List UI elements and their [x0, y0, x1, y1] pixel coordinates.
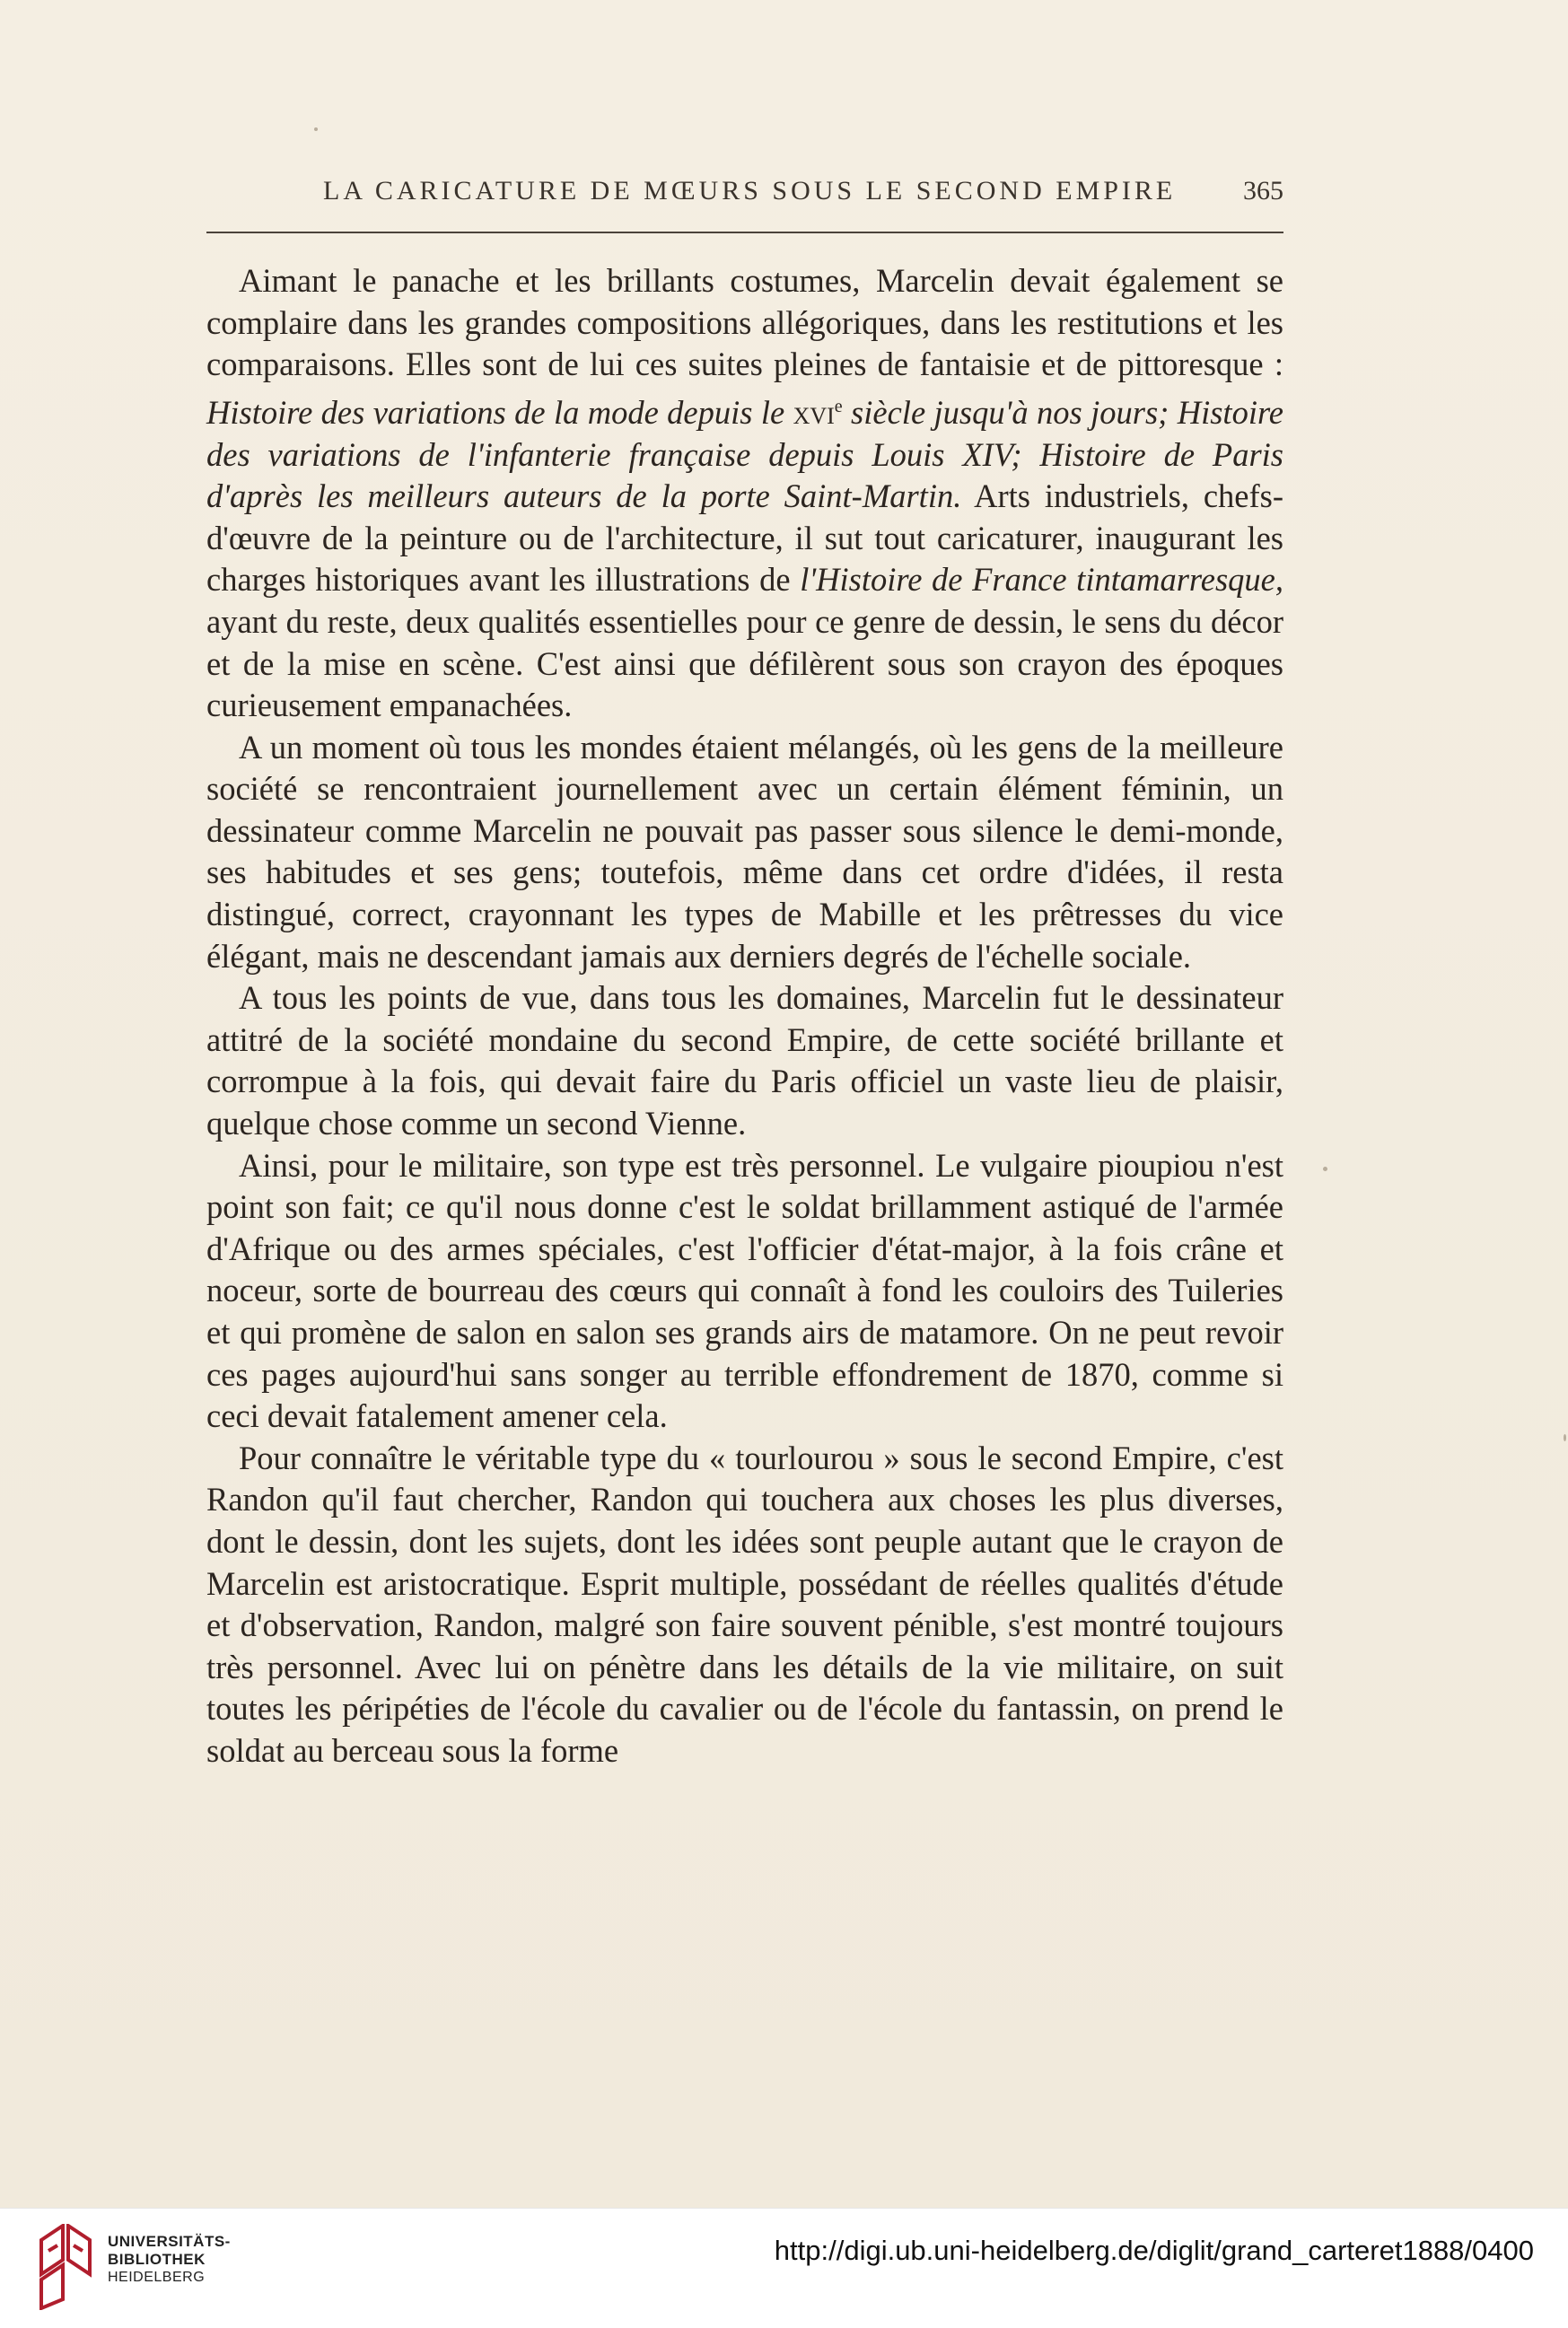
- running-title: LA CARICATURE DE MŒURS SOUS LE SECOND EMPIRE: [323, 176, 1177, 206]
- running-head: [206, 176, 1283, 217]
- paragraph-2: A un moment où tous les mondes étaient mélangés, où les gens de la meilleure société se rencontraient journellement avec un certain élément féminin, un dessinateur comme Marcelin ne pouvait pas passer sous silence le demi-monde, ses habitudes et ses gens; toutefois, même dans cet ordre d'idées, il resta distingué, correct, crayonnant les types de Mabille et les prêtresses du vice élégant, mais ne descendant jamais aux derniers degrés de l'échelle sociale.: [206, 728, 1283, 975]
- footer-bar: [0, 2208, 1568, 2328]
- heidelberg-library-logo-icon: [36, 2224, 99, 2310]
- paragraph-3: A tous les points de vue, dans tous les domaines, Marcelin fut le dessinateur attitré de la société mondaine du second Empire, de cette société brillante et corrompue à la fois, qui devait faire du Paris officiel un vaste lieu de plaisir, quelque chose comme un second Vienne.: [206, 979, 1283, 1142]
- scan-speck: [1564, 1434, 1566, 1441]
- page-number: 365: [1243, 176, 1283, 206]
- paragraph-5: Pour connaître le véritable type du « tourlourou » sous le second Empire, c'est Randon qu'il faut chercher, Randon qui touchera aux choses les plus diverses, dont le dessin, dont les sujets, dont les idées sont peuple autant que le crayon de Marcelin est aristocratique. Esprit multiple, possédant de réelles qualités d'étude et d'observation, Randon, malgré son faire souvent pénible, s'est montré toujours très personnel. Avec lui on pénètre dans les détails de la vie militaire, on suit toutes les péripéties de l'école du cavalier ou de l'école du fantassin, on prend le soldat au berceau sous la forme: [206, 1439, 1283, 1769]
- source-url-link[interactable]: http://digi.ub.uni-heidelberg.de/diglit/grand_carteret1888/0400: [774, 2235, 1534, 2266]
- header-rule: [206, 232, 1283, 233]
- scan-speck: [314, 127, 318, 131]
- scan-speck: [1323, 1167, 1327, 1171]
- paragraph-4: Ainsi, pour le militaire, son type est très personnel. Le vulgaire pioupiou n'est point son fait; ce qu'il nous donne c'est le soldat brillamment astiqué de l'armée d'Afrique ou des armes spéciales, c'est l'officier d'état-major, à la fois crâne et noceur, sorte de bourreau des cœurs qui connaît à fond les couloirs des Tuileries et qui promène de salon en salon ses grands airs de matamore. On ne peut revoir ces pages aujourd'hui sans songer au terrible effondrement de 1870, comme si ceci devait fatalement amener cela.: [206, 1146, 1283, 1435]
- library-name: UNIVERSITÄTS- BIBLIOTHEK HEIDELBERG: [108, 2233, 231, 2285]
- body-text: [206, 260, 1283, 1772]
- paragraph-1: Aimant le panache et les brillants costumes, Marcelin devait également se complaire dans les grandes compositions allégoriques, dans les restitutions et les comparaisons. Elles sont de lui ces suites pleines de fantaisie et de pittoresque : Histoire des variations de la mode depuis le xvi$^e$ siècle jusqu'à nos jours; Histoire des variations de l'infanterie française depuis Louis XIV; Histoire de Paris d'après les meilleurs auteurs de la porte Saint-Martin. Arts industriels, chefs-d'œuvre de la peinture ou de l'architecture, il sut tout caricaturer, inaugurant les charges historiques avant les illustrations de l'Histoire de France tintamarresque, ayant du reste, deux qualités essentielles pour ce genre de dessin, le sens du décor et de la mise en scène. C'est ainsi que défilèrent sous son crayon des époques curieusement empanachées.: [206, 262, 1284, 724]
